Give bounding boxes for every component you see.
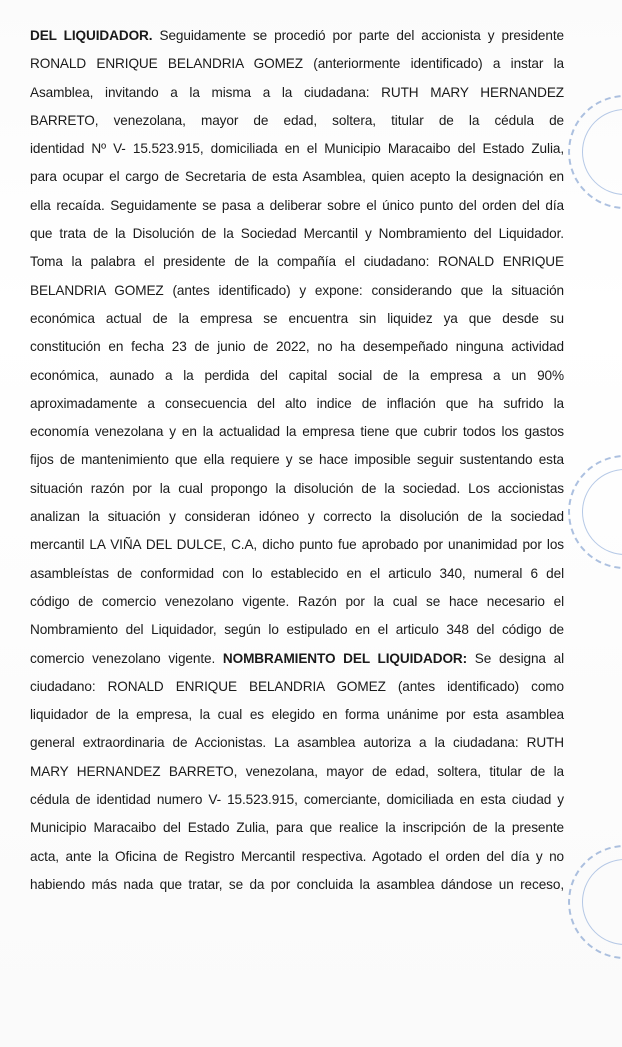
text-line [30, 79, 564, 107]
text-line [30, 503, 564, 531]
text-line [30, 418, 564, 446]
line-text: identidad Nº V- 15.523.915, domiciliada en el Municipio Maracaibo del Estado Zulia, [30, 141, 564, 157]
line-text: mercantil LA VIÑA DEL DULCE, C.A, dicho punto fue aprobado por unanimidad por los [30, 537, 564, 553]
line-text: economía venezolana y en la actualidad la empresa tiene que cubrir todos los gastos [30, 424, 564, 440]
line-text: Municipio Maracaibo del Estado Zulia, para que realice la inscripción de la presente [30, 820, 564, 836]
text-line [30, 729, 564, 757]
line-text: Se designa al [467, 650, 564, 666]
bold-heading: DEL LIQUIDADOR. [30, 28, 153, 43]
text-line [30, 616, 564, 644]
line-text: situación razón por la cual propongo la disolución de la sociedad. Los accionistas [30, 480, 564, 496]
line-text: económica, aunado a la perdida del capital social de la empresa a un 90% [30, 367, 564, 383]
line-text: Asamblea, invitando a la misma a la ciudadana: RUTH MARY HERNANDEZ [30, 84, 564, 100]
text-line [30, 135, 564, 163]
line-text: Toma la palabra el presidente de la compañía el ciudadano: RONALD ENRIQUE [30, 254, 564, 270]
text-line [30, 531, 564, 559]
text-line [30, 758, 564, 786]
line-text: fijos de mantenimiento que ella requiere y se hace imposible seguir sustentando esta [30, 452, 564, 468]
stamp-seal [568, 455, 622, 569]
line-text: cédula de identidad numero V- 15.523.915, comerciante, domiciliada en esta ciudad y [30, 792, 564, 808]
line-text: Nombramiento del Liquidador, según lo estipulado en el articulo 348 del código de [30, 622, 564, 638]
text-line [30, 107, 564, 135]
line-text: habiendo más nada que tratar, se da por concluida la asamblea dándose un receso, [30, 876, 564, 892]
stamp-seal [568, 95, 622, 209]
text-line [30, 248, 564, 276]
text-line [30, 588, 564, 616]
line-text: asambleístas de conformidad con lo establecido en el articulo 340, numeral 6 del [30, 565, 564, 581]
line-text: acta, ante la Oficina de Registro Mercantil respectiva. Agotado el orden del día y no [30, 848, 564, 864]
document-body [30, 22, 564, 899]
text-line [30, 22, 564, 50]
line-text: analizan la situación y consideran idóneo y correcto la disolución de la sociedad [30, 509, 564, 525]
text-line [30, 475, 564, 503]
text-line [30, 645, 564, 673]
line-text: ciudadano: RONALD ENRIQUE BELANDRIA GOMEZ (antes identificado) como [30, 678, 564, 694]
stamp-seal [568, 845, 622, 959]
text-line [30, 390, 564, 418]
line-text: BARRETO, venezolana, mayor de edad, soltera, titular de la cédula de [30, 112, 564, 128]
line-text: aproximadamente a consecuencia del alto indice de inflación que ha sufrido la [30, 395, 564, 411]
text-line [30, 362, 564, 390]
text-line [30, 560, 564, 588]
text-line [30, 446, 564, 474]
line-text: Seguidamente se procedió por parte del accionista y presidente [152, 28, 564, 43]
text-line [30, 814, 564, 842]
line-text: para ocupar el cargo de Secretaria de esta Asamblea, quien acepto la designación en [30, 169, 564, 185]
line-text: general extraordinaria de Accionistas. La asamblea autoriza a la ciudadana: RUTH [30, 735, 564, 751]
text-line [30, 843, 564, 871]
text-line [30, 673, 564, 701]
text-line [30, 701, 564, 729]
line-text: ella recaída. Seguidamente se pasa a deliberar sobre el único punto del orden del día [30, 197, 564, 213]
text-line [30, 305, 564, 333]
text-line [30, 163, 564, 191]
line-text: MARY HERNANDEZ BARRETO, venezolana, mayor de edad, soltera, titular de la [30, 763, 564, 779]
text-line [30, 871, 564, 899]
line-text: liquidador de la empresa, la cual es elegido en forma unánime por esta asamblea [30, 707, 564, 723]
text-line [30, 50, 564, 78]
line-text: comercio venezolano vigente. [30, 650, 223, 666]
text-line [30, 220, 564, 248]
bold-heading: NOMBRAMIENTO DEL LIQUIDADOR: [222, 650, 468, 666]
text-line [30, 277, 564, 305]
line-text: económica actual de la empresa se encuentra sin liquidez ya que desde su [30, 310, 564, 326]
text-line [30, 333, 564, 361]
line-text: que trata de la Disolución de la Sociedad Mercantil y Nombramiento del Liquidador. [30, 226, 564, 242]
text-line [30, 192, 564, 220]
line-text: BELANDRIA GOMEZ (antes identificado) y expone: considerando que la situación [30, 282, 564, 298]
line-text: RONALD ENRIQUE BELANDRIA GOMEZ (anteriormente identificado) a instar la [30, 56, 564, 72]
text-line [30, 786, 564, 814]
line-text: código de comercio venezolano vigente. Razón por la cual se hace necesario el [30, 593, 564, 609]
line-text: constitución en fecha 23 de junio de 2022, no ha desempeñado ninguna actividad [30, 339, 564, 355]
